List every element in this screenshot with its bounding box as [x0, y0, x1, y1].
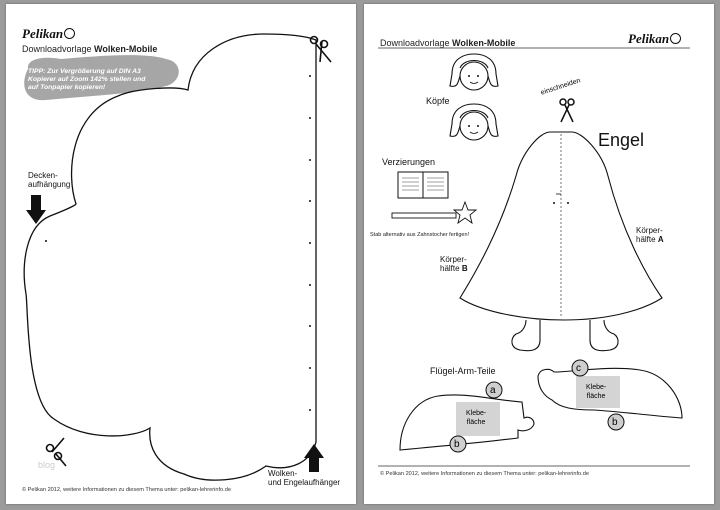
- header-title: Downloadvorlage Wolken-Mobile: [380, 38, 516, 48]
- page-left: [6, 4, 356, 504]
- label-decorations: Verzierungen: [382, 157, 436, 167]
- label-heads: Köpfe: [426, 96, 450, 106]
- page-right: [364, 4, 714, 504]
- label-wand-note: Stab alternativ aus Zahnstocher fertigen!: [370, 232, 470, 238]
- label-body-a: Körper- hälfte A: [636, 226, 664, 244]
- pelikan-logo: Pelikan: [22, 26, 75, 42]
- watermark: blog: [38, 460, 56, 470]
- title-angel: Engel: [598, 130, 645, 150]
- label-cut: einschneiden: [540, 77, 582, 97]
- badge-a: a: [490, 385, 496, 396]
- label-wings: Flügel-Arm-Teile: [430, 366, 496, 376]
- badge-c: c: [576, 363, 581, 374]
- pelikan-logo: Pelikan: [628, 31, 681, 47]
- footer-text: © Pelikan 2012, weitere Informationen zu diesem Thema unter: pelikan-lehrerinfo.de: [22, 487, 231, 493]
- footer-rule: [364, 4, 714, 504]
- glue-area-label: Klebe- fläche: [586, 384, 607, 400]
- badge-b: b: [454, 439, 460, 450]
- header-title: Downloadvorlage Wolken-Mobile: [22, 44, 158, 54]
- label-body-b: Körper- hälfte B: [440, 255, 468, 273]
- glue-area-label: Klebe- fläche: [466, 410, 487, 426]
- arrow-up-icon: [6, 4, 356, 504]
- footer-text: © Pelikan 2012, weitere Informationen zu diesem Thema unter: pelikan-lehrerinfo.de: [380, 471, 589, 477]
- badge-b: b: [612, 417, 618, 428]
- label-cloud-angel-hanger: Wolken- und Engelaufhänger: [268, 469, 341, 487]
- tip-text: TIPP: Zur Vergrößerung auf DIN A3 Kopierer auf Zoom 142% stellen und auf Tonpapier kopieren!: [28, 68, 146, 91]
- label-ceiling-hanger: Decken- aufhängung: [28, 171, 71, 189]
